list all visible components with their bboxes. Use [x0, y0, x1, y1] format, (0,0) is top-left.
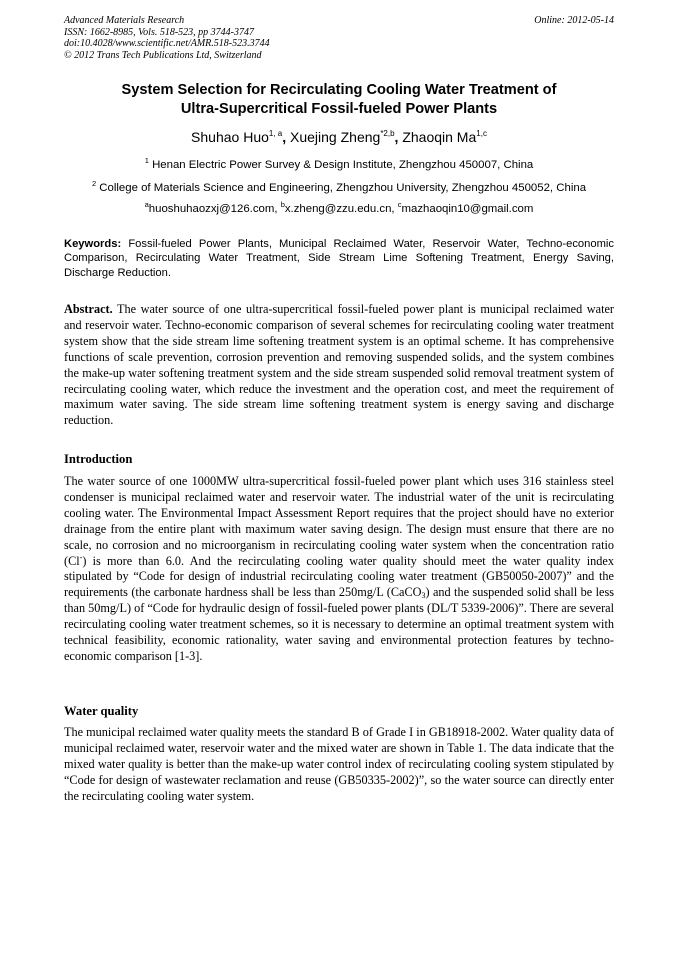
author-3-affil: 1,c — [476, 129, 487, 138]
author-2-affil: *2,b — [380, 129, 395, 138]
introduction-text-1: The water source of one 1000MW ultra-supercritical fossil-fueled power plant which uses 316 stainless steel condenser is municipal reclaimed water and reservoir water. The industrial water of the unit is recirculating cooling water. The Environmental Impact Assessment Report requires that the project should have no exterior drainage from the entire plant with maximum water saving design. The design must ensure that there are no scale, no corrosion and no microorganism in recirculating cooling water system when the concentration ratio (Cl — [64, 474, 614, 568]
online-date: Online: 2012-05-14 — [534, 15, 614, 26]
chloride-minus: - — [79, 552, 83, 562]
author-1-affil: 1, a — [268, 129, 283, 138]
email-c-mark: c — [397, 200, 402, 209]
author-emails — [60, 200, 618, 216]
email-a-mark: a — [144, 200, 149, 209]
affiliation-2 — [60, 179, 618, 195]
title-line-1: System Selection for Recirculating Cooling Water Treatment of — [121, 82, 557, 98]
author-3: Zhaoqin Ma — [402, 129, 477, 145]
journal-header — [64, 15, 270, 61]
keywords-text: Fossil-fueled Power Plants, Municipal Reclaimed Water, Reservoir Water, Techno-economic Comparison, Recirculating Water Treatment, Side Stream Lime Softening Treatment, Energy Saving, Discharge Reduction. — [64, 238, 614, 279]
abstract — [64, 302, 614, 429]
keywords-label: Keywords: — [64, 238, 122, 250]
title-line-2: Ultra-Supercritical Fossil-fueled Power Plants — [180, 100, 498, 117]
author-2: Xuejing Zheng — [290, 129, 381, 145]
introduction-text-2: ) is more than 6.0. And the recirculating cooling water quality should meet the water quality index stipulated by “Code for design of industrial recirculating cooling water treatment (GB50050-2007)” and the requirements (the carbonate hardness shall be less than 250mg/L (CaCO — [64, 553, 614, 600]
doi-line: doi:10.4028/www.scientific.net/AMR.518-523.3744 — [64, 38, 270, 49]
email-a[interactable]: huoshuhaozxj@126.com, — [148, 203, 281, 215]
affiliation-1-mark: 1 — [144, 156, 149, 165]
author-separator: , — [394, 129, 403, 145]
author-1: Shuhao Huo — [191, 129, 269, 145]
introduction-text-3: ) and the suspended solid shall be less than 50mg/L) of “Code for hydraulic design of fossil-fueled power plants (DL/T 5339-2006)”. There are several recirculating cooling water treatment schemes, so it is necessary to determine an optimal treatment system with technical feasibility, economic rationality, water saving and environmental protection features by techno-economic comparison [1-3]. — [64, 585, 614, 663]
email-b[interactable]: x.zheng@zzu.edu.cn, — [284, 203, 398, 215]
author-separator: , — [282, 129, 291, 145]
email-c[interactable]: mazhaoqin10@gmail.com — [401, 203, 534, 215]
water-quality-paragraph: The municipal reclaimed water quality meets the standard B of Grade I in GB18918-2002. Water quality data of municipal reclaimed water, reservoir water and the mixed water are shown in Table 1. The data indicate that the mixed water quality is better than the make-up water control index of recirculating cooling system stipulated by “Code for design of wastewater reclamation and reuse (GB50335-2002)”, so the water source can directly enter the recirculating cooling water system. — [64, 725, 614, 803]
keywords — [64, 237, 614, 280]
abstract-label: Abstract. — [64, 302, 113, 316]
issn-line: ISSN: 1662-8985, Vols. 518-523, pp 3744-3747 — [64, 26, 254, 38]
paper-title — [64, 81, 614, 118]
copyright-line: © 2012 Trans Tech Publications Ltd, Switzerland — [64, 49, 262, 61]
affiliation-1 — [60, 156, 618, 172]
caco3-subscript: 3 — [421, 591, 426, 601]
author-list — [64, 128, 614, 146]
introduction-heading: Introduction — [64, 452, 133, 466]
abstract-text: The water source of one ultra-supercritical fossil-fueled power plant is municipal reclaimed water and reservoir water. Techno-economic comparison of several schemes for recirculating cooling water treatment system show that the side stream lime softening treatment system is an optimal scheme. It has comprehensive functions of scale prevention, corrosion prevention and removing suspended solids, and the system combines the make-up water softening treatment system and the side stream suspended solid removal treatment system of recirculating cooling water, which reduce the investment and the operation cost, and meet the requirement of maximum water saving. The side stream lime softening treatment system is energy saving and discharge reduction. — [64, 302, 614, 428]
affiliation-2-text: College of Materials Science and Engineering, Zhengzhou University, Zhengzhou 450052, China — [96, 182, 587, 194]
affiliation-1-text: Henan Electric Power Survey & Design Institute, Zhengzhou 450007, China — [148, 159, 534, 171]
water-quality-heading: Water quality — [64, 704, 139, 718]
affiliation-2-mark: 2 — [91, 179, 97, 188]
email-b-mark: b — [280, 200, 285, 209]
introduction-paragraph — [64, 474, 614, 665]
journal-name: Advanced Materials Research — [64, 15, 185, 26]
